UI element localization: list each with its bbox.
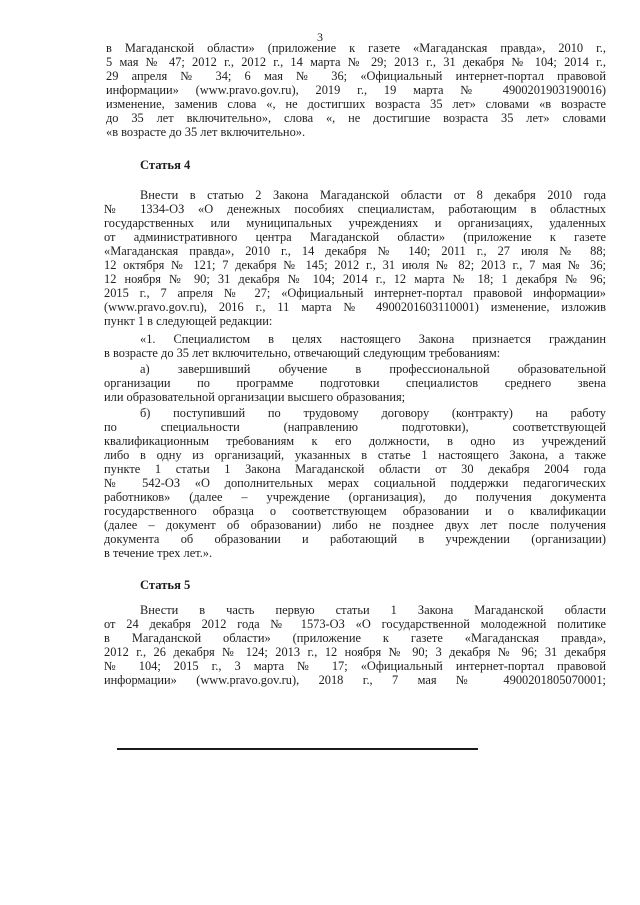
text-line: «в возрасте до 35 лет включительно». bbox=[106, 125, 306, 139]
text-line: в возрасте до 35 лет включительно, отвечающий следующим требованиям: bbox=[104, 346, 501, 360]
page-number: 3 bbox=[317, 30, 323, 44]
text-line: «Магаданская правда», 2010 г., 14 декабря № 140; 2011 г., 27 июля № 88; bbox=[104, 244, 606, 258]
text-line: работников» (далее – учреждение (организация), до получения документа bbox=[104, 490, 606, 504]
text-line: документа об образовании и работающий в учреждении (организации) bbox=[104, 532, 606, 546]
text-line: по специальности (направлению подготовки), соответствующей bbox=[104, 420, 606, 434]
text-line: изменение, заменив слова «, не достигших возраста 35 лет» словами «в возрасте bbox=[106, 97, 606, 111]
text-line: либо в одну из организаций, указанных в статье 1 настоящего Закона, а также bbox=[104, 448, 606, 462]
text-line: № 1334-ОЗ «О денежных пособиях специалистам, работающим в областных bbox=[104, 202, 606, 216]
text-line: 2012 г., 26 декабря № 124; 2013 г., 12 ноября № 90; 3 декабря № 96; 31 декабря bbox=[104, 645, 606, 659]
text-line: государственных или муниципальных учреждениях и организациях, удаленных bbox=[104, 216, 606, 230]
text-line: от 24 декабря 2012 года № 1573-ОЗ «О государственной молодежной политике bbox=[104, 617, 606, 631]
text-line: от административного центра Магаданской области» (приложение к газете bbox=[104, 230, 606, 244]
text-line: пункт 1 в следующей редакции: bbox=[104, 314, 273, 328]
text-line: или образовательной организации высшего образования; bbox=[104, 390, 406, 404]
text-line: 12 ноября № 90; 31 декабря № 104; 2014 г., 12 марта № 18; 1 декабря № 96; bbox=[104, 272, 606, 286]
text-line: в Магаданской области» (приложение к газете «Магаданская правда», 2010 г., bbox=[106, 41, 606, 55]
article-heading: Статья 5 bbox=[140, 578, 191, 592]
article-heading: Статья 4 bbox=[140, 158, 191, 172]
text-line: «1. Специалистом в целях настоящего Закона признается гражданин bbox=[140, 332, 606, 346]
text-line: 12 октября № 121; 7 декабря № 145; 2012 г., 31 июля № 82; 2013 г., 7 мая № 36; bbox=[104, 258, 606, 272]
text-line: (www.pravo.gov.ru), 2016 г., 11 марта № 4900201603110001) изменение, изложив bbox=[104, 300, 606, 314]
text-line: квалификационным требованиям к его должности, в одно из учреждений bbox=[104, 434, 606, 448]
text-line: государственного образца о соответствующем образовании и о квалификации bbox=[104, 504, 606, 518]
text-line: до 35 лет включительно», слова «, не достигшие возраста 35 лет» словами bbox=[106, 111, 606, 125]
text-line: б) поступивший по трудовому договору (контракту) на работу bbox=[140, 406, 606, 420]
horizontal-rule bbox=[117, 748, 478, 750]
text-line: а) завершивший обучение в профессиональной образовательной bbox=[140, 362, 606, 376]
text-line: 5 мая № 47; 2012 г., 2012 г., 14 марта № 29; 2013 г., 31 декабря № 104; 2014 г., bbox=[106, 55, 606, 69]
text-line: 2015 г., 7 апреля № 27; «Официальный интернет-портал правовой информации» bbox=[104, 286, 606, 300]
text-line: № 104; 2015 г., 3 марта № 17; «Официальный интернет-портал правовой bbox=[104, 659, 606, 673]
text-line: пункте 1 статьи 1 Закона Магаданской области от 30 декабря 2004 года bbox=[104, 462, 606, 476]
text-line: информации» (www.pravo.gov.ru), 2019 г., 19 марта № 4900201903190016) bbox=[106, 83, 606, 97]
text-line: в Магаданской области» (приложение к газете «Магаданская правда», bbox=[104, 631, 606, 645]
text-line: организации по программе подготовки специалистов среднего звена bbox=[104, 376, 606, 390]
text-line: Внести в часть первую статьи 1 Закона Магаданской области bbox=[140, 603, 606, 617]
text-line: 29 апреля № 34; 6 мая № 36; «Официальный интернет-портал правовой bbox=[106, 69, 606, 83]
text-line: в течение трех лет.». bbox=[104, 546, 213, 560]
text-line: (далее – документ об образовании) либо не позднее двух лет после получения bbox=[104, 518, 606, 532]
text-line: Внести в статью 2 Закона Магаданской области от 8 декабря 2010 года bbox=[140, 188, 606, 202]
text-line: № 542-ОЗ «О дополнительных мерах социальной поддержки педагогических bbox=[104, 476, 606, 490]
text-line: информации» (www.pravo.gov.ru), 2018 г., 7 мая № 4900201805070001; bbox=[104, 673, 606, 687]
